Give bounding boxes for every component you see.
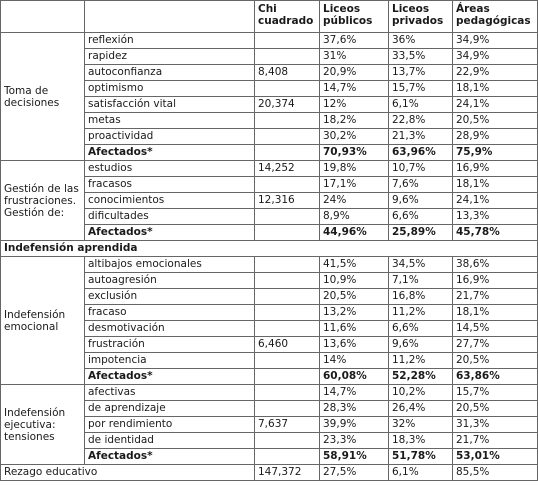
areas-pedagogicas-value: 14,5%	[453, 321, 538, 337]
areas-pedagogicas-value: 21,7%	[453, 289, 538, 305]
chi-cuadrado-value	[255, 289, 320, 305]
table-row	[1, 257, 538, 273]
liceos-privados-value: 10,2%	[389, 385, 453, 401]
areas-pedagogicas-value: 53,01%	[453, 449, 538, 465]
liceos-publicos-value: 14,7%	[320, 385, 389, 401]
chi-cuadrado-value: 12,316	[255, 193, 320, 209]
areas-pedagogicas-value: 22,9%	[453, 65, 538, 81]
table-row	[1, 33, 538, 49]
areas-pedagogicas-value: 18,1%	[453, 305, 538, 321]
row-label: exclusión	[85, 289, 255, 305]
areas-pedagogicas-value: 21,7%	[453, 433, 538, 449]
chi-cuadrado-value	[255, 305, 320, 321]
header-row	[1, 1, 538, 33]
liceos-privados-value: 18,3%	[389, 433, 453, 449]
chi-cuadrado-value	[255, 449, 320, 465]
header-liceos-privados: Liceos privados	[389, 1, 453, 33]
areas-pedagogicas-value: 13,3%	[453, 209, 538, 225]
liceos-publicos-value: 28,3%	[320, 401, 389, 417]
chi-cuadrado-value: 6,460	[255, 337, 320, 353]
row-label: fracaso	[85, 305, 255, 321]
areas-pedagogicas-value: 24,1%	[453, 97, 538, 113]
row-label: afectivas	[85, 385, 255, 401]
header-areas-pedagogicas: Áreas pedagógicas	[453, 1, 538, 33]
row-label: reflexión	[85, 33, 255, 49]
row-label: impotencia	[85, 353, 255, 369]
areas-pedagogicas-value: 34,9%	[453, 49, 538, 65]
chi-cuadrado-value	[255, 177, 320, 193]
liceos-privados-value: 52,28%	[389, 369, 453, 385]
liceos-publicos-value: 39,9%	[320, 417, 389, 433]
rezago-row	[1, 465, 538, 481]
liceos-privados-value: 32%	[389, 417, 453, 433]
liceos-publicos-value: 13,6%	[320, 337, 389, 353]
liceos-privados-value: 34,5%	[389, 257, 453, 273]
areas-pedagogicas-value: 20,5%	[453, 353, 538, 369]
group-label: Toma de decisiones	[1, 33, 85, 161]
liceos-publicos-value: 12%	[320, 97, 389, 113]
liceos-privados-value: 63,96%	[389, 145, 453, 161]
chi-cuadrado-value	[255, 433, 320, 449]
liceos-privados-value: 9,6%	[389, 337, 453, 353]
chi-cuadrado-value	[255, 49, 320, 65]
chi-cuadrado-value	[255, 385, 320, 401]
row-label: frustración	[85, 337, 255, 353]
areas-pedagogicas-value: 20,5%	[453, 401, 538, 417]
row-label: de aprendizaje	[85, 401, 255, 417]
liceos-publicos-value: 23,3%	[320, 433, 389, 449]
areas-pedagogicas-value: 38,6%	[453, 257, 538, 273]
liceos-privados-value: 51,78%	[389, 449, 453, 465]
areas-pedagogicas-value: 16,9%	[453, 273, 538, 289]
areas-pedagogicas-value: 31,3%	[453, 417, 538, 433]
liceos-publicos-value: 70,93%	[320, 145, 389, 161]
header-chi-cuadrado: Chi cuadrado	[255, 1, 320, 33]
liceos-privados-value: 6,6%	[389, 209, 453, 225]
liceos-publicos-value: 44,96%	[320, 225, 389, 241]
liceos-privados-value: 9,6%	[389, 193, 453, 209]
liceos-publicos-value: 8,9%	[320, 209, 389, 225]
areas-pedagogicas-value: 18,1%	[453, 81, 538, 97]
liceos-publicos-value: 18,2%	[320, 113, 389, 129]
row-label: metas	[85, 113, 255, 129]
liceos-privados-value: 6,6%	[389, 321, 453, 337]
chi-cuadrado-value	[255, 369, 320, 385]
chi-cuadrado-value	[255, 401, 320, 417]
liceos-privados-value: 25,89%	[389, 225, 453, 241]
chi-cuadrado-value	[255, 209, 320, 225]
liceos-privados-value: 26,4%	[389, 401, 453, 417]
row-label: optimismo	[85, 81, 255, 97]
liceos-publicos-value: 20,5%	[320, 289, 389, 305]
chi-cuadrado-value: 14,252	[255, 161, 320, 177]
areas-pedagogicas-value: 63,86%	[453, 369, 538, 385]
liceos-publicos-value: 10,9%	[320, 273, 389, 289]
liceos-privados-value: 22,8%	[389, 113, 453, 129]
chi-cuadrado-value: 20,374	[255, 97, 320, 113]
areas-pedagogicas-value: 45,78%	[453, 225, 538, 241]
areas-pedagogicas-value: 85,5%	[453, 465, 538, 481]
afectados-label: Afectados*	[85, 449, 255, 465]
chi-cuadrado-value: 7,637	[255, 417, 320, 433]
liceos-publicos-value: 13,2%	[320, 305, 389, 321]
liceos-privados-value: 15,7%	[389, 81, 453, 97]
liceos-publicos-value: 17,1%	[320, 177, 389, 193]
liceos-privados-value: 11,2%	[389, 353, 453, 369]
row-label: altibajos emocionales	[85, 257, 255, 273]
row-label: de identidad	[85, 433, 255, 449]
section-title: Indefensión aprendida	[1, 241, 538, 257]
chi-cuadrado-value	[255, 33, 320, 49]
liceos-privados-value: 16,8%	[389, 289, 453, 305]
chi-cuadrado-value	[255, 273, 320, 289]
chi-cuadrado-value: 147,372	[255, 465, 320, 481]
liceos-publicos-value: 30,2%	[320, 129, 389, 145]
chi-cuadrado-value	[255, 81, 320, 97]
areas-pedagogicas-value: 20,5%	[453, 113, 538, 129]
row-label: desmotivación	[85, 321, 255, 337]
liceos-privados-value: 36%	[389, 33, 453, 49]
liceos-privados-value: 6,1%	[389, 465, 453, 481]
liceos-privados-value: 33,5%	[389, 49, 453, 65]
table-row	[1, 161, 538, 177]
areas-pedagogicas-value: 34,9%	[453, 33, 538, 49]
chi-cuadrado-value	[255, 225, 320, 241]
liceos-publicos-value: 41,5%	[320, 257, 389, 273]
areas-pedagogicas-value: 27,7%	[453, 337, 538, 353]
section-row	[1, 241, 538, 257]
liceos-privados-value: 7,1%	[389, 273, 453, 289]
liceos-privados-value: 11,2%	[389, 305, 453, 321]
row-label: satisfacción vital	[85, 97, 255, 113]
table-body	[1, 33, 538, 481]
row-label: proactividad	[85, 129, 255, 145]
chi-cuadrado-value: 8,408	[255, 65, 320, 81]
liceos-publicos-value: 60,08%	[320, 369, 389, 385]
liceos-publicos-value: 58,91%	[320, 449, 389, 465]
liceos-publicos-value: 27,5%	[320, 465, 389, 481]
row-label: rapidez	[85, 49, 255, 65]
liceos-publicos-value: 20,9%	[320, 65, 389, 81]
table-row	[1, 385, 538, 401]
areas-pedagogicas-value: 75,9%	[453, 145, 538, 161]
chi-cuadrado-value	[255, 257, 320, 273]
areas-pedagogicas-value: 18,1%	[453, 177, 538, 193]
header-cell	[1, 1, 85, 33]
areas-pedagogicas-value: 16,9%	[453, 161, 538, 177]
row-label: autoagresión	[85, 273, 255, 289]
liceos-publicos-value: 37,6%	[320, 33, 389, 49]
group-label: Gestión de las frustraciones. Gestión de:	[1, 161, 85, 241]
liceos-publicos-value: 14,7%	[320, 81, 389, 97]
row-label: fracasos	[85, 177, 255, 193]
row-label: dificultades	[85, 209, 255, 225]
liceos-privados-value: 13,7%	[389, 65, 453, 81]
liceos-publicos-value: 31%	[320, 49, 389, 65]
row-label: autoconfianza	[85, 65, 255, 81]
liceos-publicos-value: 14%	[320, 353, 389, 369]
liceos-privados-value: 21,3%	[389, 129, 453, 145]
liceos-privados-value: 7,6%	[389, 177, 453, 193]
liceos-privados-value: 10,7%	[389, 161, 453, 177]
group-label: Indefensión ejecutiva: tensiones	[1, 385, 85, 465]
areas-pedagogicas-value: 28,9%	[453, 129, 538, 145]
afectados-label: Afectados*	[85, 145, 255, 161]
liceos-publicos-value: 19,8%	[320, 161, 389, 177]
header-liceos-publicos: Liceos públicos	[320, 1, 389, 33]
chi-cuadrado-value	[255, 113, 320, 129]
afectados-label: Afectados*	[85, 369, 255, 385]
row-label: conocimientos	[85, 193, 255, 209]
areas-pedagogicas-value: 15,7%	[453, 385, 538, 401]
chi-cuadrado-value	[255, 353, 320, 369]
afectados-label: Afectados*	[85, 225, 255, 241]
areas-pedagogicas-value: 24,1%	[453, 193, 538, 209]
group-label: Indefensión emocional	[1, 257, 85, 385]
liceos-publicos-value: 24%	[320, 193, 389, 209]
liceos-privados-value: 6,1%	[389, 97, 453, 113]
rezago-label: Rezago educativo	[1, 465, 255, 481]
row-label: por rendimiento	[85, 417, 255, 433]
liceos-publicos-value: 11,6%	[320, 321, 389, 337]
chi-cuadrado-value	[255, 321, 320, 337]
chi-cuadrado-value	[255, 145, 320, 161]
row-label: estudios	[85, 161, 255, 177]
header-cell	[85, 1, 255, 33]
chi-cuadrado-value	[255, 129, 320, 145]
